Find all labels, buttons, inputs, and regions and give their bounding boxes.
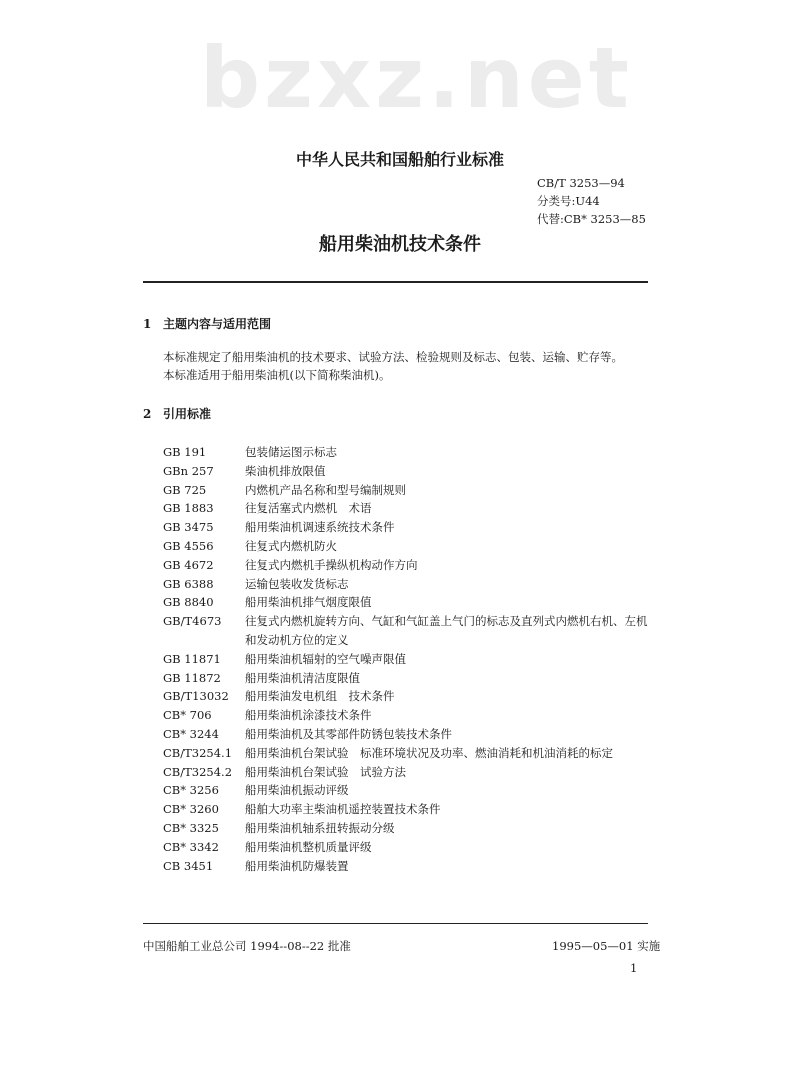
- reference-title: 船用柴油机涂漆技术条件: [245, 708, 372, 723]
- standard-meta: [537, 174, 646, 228]
- reference-code: CB* 3325: [163, 820, 219, 835]
- approval-text: 中国船舶工业总公司 1994--08--22 批准: [143, 939, 351, 953]
- reference-item: [163, 687, 655, 706]
- reference-code: GBn 257: [163, 463, 214, 478]
- page-number: 1: [630, 961, 638, 975]
- section-heading-text: 主题内容与适用范围: [163, 317, 272, 331]
- section-body: [163, 348, 623, 384]
- reference-item: [163, 857, 655, 876]
- replaces: 代替:CB* 3253—85: [537, 212, 646, 226]
- reference-item: [163, 819, 655, 838]
- reference-code: GB 725: [163, 482, 207, 497]
- reference-code: CB* 3244: [163, 726, 219, 741]
- reference-title: 船用柴油发电机组 技术条件: [245, 689, 395, 704]
- reference-item: [163, 499, 655, 518]
- standard-number: CB/T 3253—94: [537, 176, 625, 190]
- reference-item: [163, 650, 655, 669]
- reference-code: GB 8840: [163, 595, 214, 610]
- reference-code: CB/T3254.2: [163, 764, 233, 779]
- reference-code: GB/T4673: [163, 614, 222, 629]
- section-number: 1: [143, 317, 152, 331]
- section-heading: [143, 406, 211, 422]
- reference-code: GB/T13032: [163, 689, 229, 704]
- watermark: bzxz.net: [200, 29, 633, 127]
- reference-title: 往复式内燃机旋转方向、气缸和气缸盖上气门的标志及直列式内燃机右机、左机和发动机方位的定义: [245, 614, 648, 647]
- reference-code: CB* 3342: [163, 839, 219, 854]
- reference-title: 柴油机排放限值: [245, 463, 326, 478]
- reference-title: 往复活塞式内燃机 术语: [245, 501, 372, 516]
- reference-item: [163, 481, 655, 500]
- reference-code: GB 11872: [163, 670, 221, 685]
- reference-item: [163, 838, 655, 857]
- reference-code: CB 3451: [163, 858, 214, 873]
- reference-title: 船用柴油机及其零部件防锈包装技术条件: [245, 726, 452, 741]
- reference-item: [163, 763, 655, 782]
- reference-code: GB 3475: [163, 520, 214, 535]
- reference-item: [163, 612, 655, 650]
- paragraph: 本标准规定了船用柴油机的技术要求、试验方法、检验规则及标志、包装、运输、贮存等。: [163, 350, 623, 364]
- reference-list: [163, 443, 655, 875]
- reference-code: GB 1883: [163, 501, 214, 516]
- section-heading-text: 引用标准: [163, 407, 212, 421]
- reference-title: 运输包装收发货标志: [245, 576, 349, 591]
- reference-code: CB* 706: [163, 708, 212, 723]
- reference-code: GB 4672: [163, 557, 214, 572]
- reference-code: CB/T3254.1: [163, 745, 233, 760]
- reference-title: 往复式内燃机手操纵机构动作方向: [245, 557, 418, 572]
- reference-code: GB 11871: [163, 651, 221, 666]
- reference-title: 包装储运图示标志: [245, 445, 337, 459]
- reference-title: 船用柴油机防爆装置: [245, 858, 349, 873]
- reference-title: 船舶大功率主柴油机遥控装置技术条件: [245, 802, 441, 817]
- reference-item: [163, 593, 655, 612]
- reference-title: 船用柴油机辐射的空气噪声限值: [245, 651, 406, 666]
- reference-item: [163, 443, 655, 462]
- classification: 分类号:U44: [537, 194, 600, 208]
- reference-title: 船用柴油机轴系扭转振动分级: [245, 820, 395, 835]
- reference-item: [163, 725, 655, 744]
- paragraph: 本标准适用于船用柴油机(以下简称柴油机)。: [163, 368, 391, 382]
- reference-item: [163, 800, 655, 819]
- reference-title: 船用柴油机调速系统技术条件: [245, 520, 395, 535]
- reference-title: 船用柴油机振动评级: [245, 783, 349, 798]
- reference-code: GB 191: [163, 445, 207, 459]
- reference-item: [163, 669, 655, 688]
- reference-item: [163, 575, 655, 594]
- reference-item: [163, 556, 655, 575]
- reference-item: [163, 462, 655, 481]
- reference-title: 船用柴油机清洁度限值: [245, 670, 360, 685]
- reference-code: CB* 3256: [163, 783, 219, 798]
- reference-item: [163, 706, 655, 725]
- document-title: 船用柴油机技术条件: [319, 234, 481, 255]
- implementation-text: 1995—05—01 实施: [552, 939, 661, 953]
- section-heading: [143, 316, 271, 332]
- reference-item: [163, 744, 655, 763]
- reference-code: GB 4556: [163, 538, 214, 553]
- reference-title: 往复式内燃机防火: [245, 538, 337, 553]
- reference-title: 船用柴油机台架试验 标准环境状况及功率、燃油消耗和机油消耗的标定: [245, 745, 613, 760]
- reference-title: 船用柴油机排气烟度限值: [245, 595, 372, 610]
- reference-title: 内燃机产品名称和型号编制规则: [245, 482, 406, 497]
- reference-title: 船用柴油机台架试验 试验方法: [245, 764, 406, 779]
- reference-code: GB 6388: [163, 576, 214, 591]
- reference-title: 船用柴油机整机质量评级: [245, 839, 372, 854]
- header-divider: [143, 281, 648, 283]
- reference-item: [163, 518, 655, 537]
- reference-item: [163, 781, 655, 800]
- footer-divider: [143, 923, 648, 924]
- section-number: 2: [143, 407, 152, 421]
- reference-code: CB* 3260: [163, 802, 219, 817]
- reference-item: [163, 537, 655, 556]
- organization-title: 中华人民共和国船舶行业标准: [295, 150, 504, 169]
